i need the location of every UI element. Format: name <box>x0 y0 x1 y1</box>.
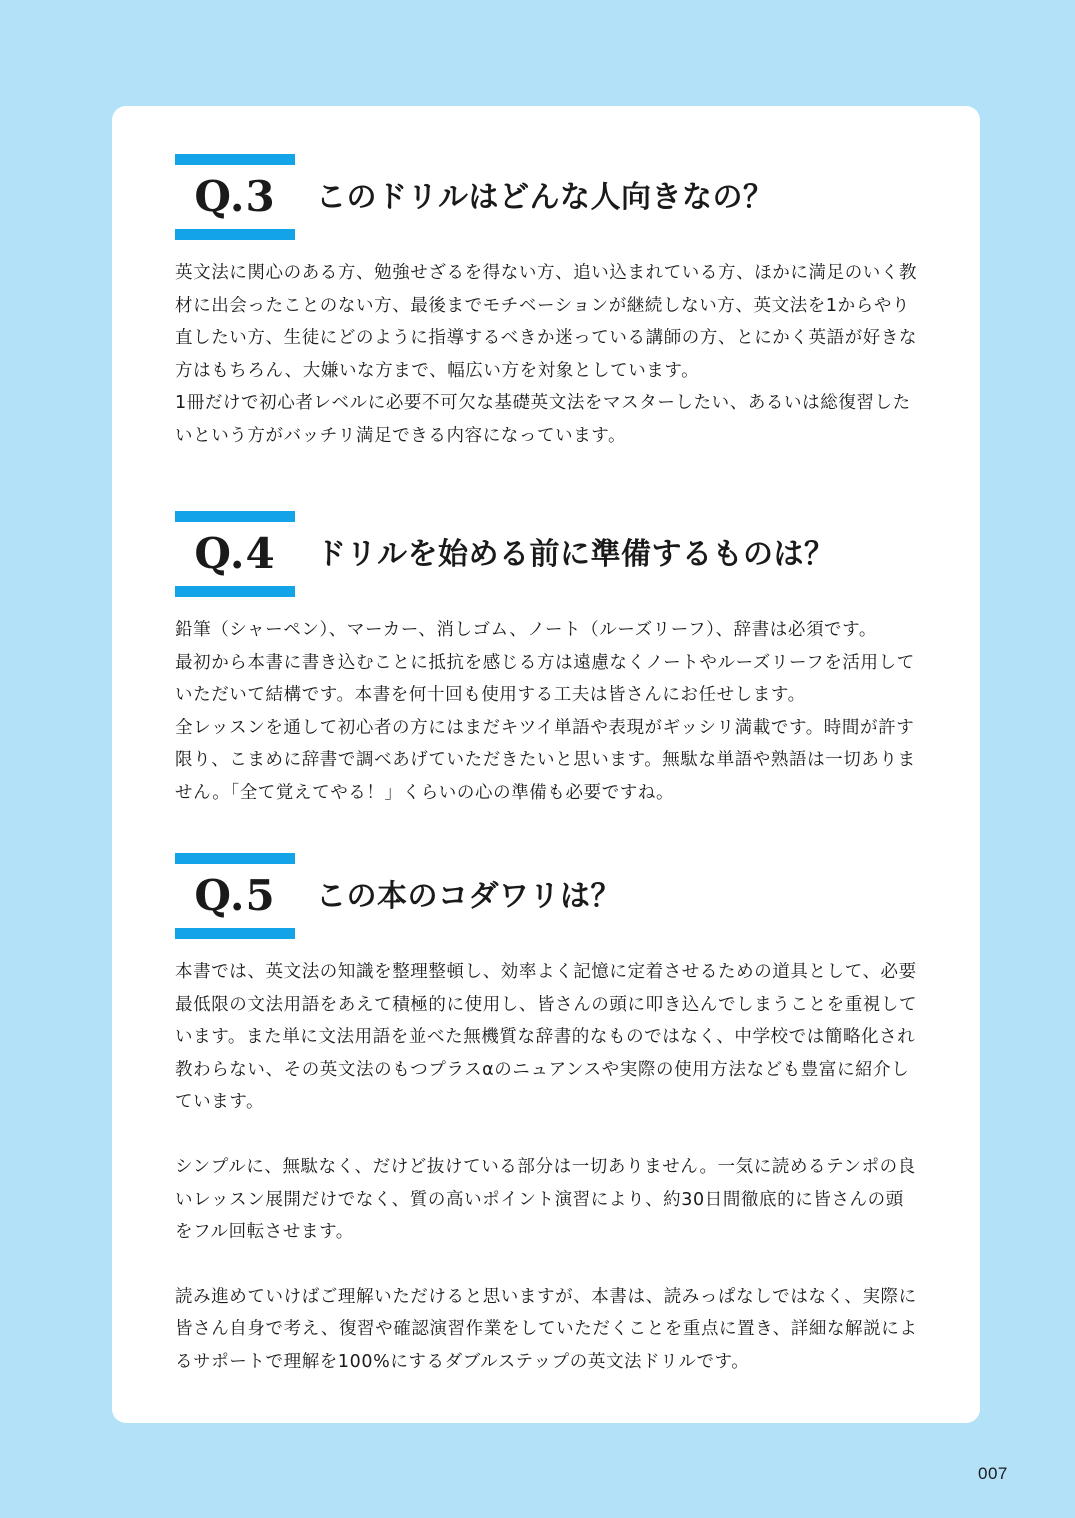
badge-bottom-bar <box>175 928 295 939</box>
answer-paragraph: 鉛筆（シャーペン）、マーカー、消しゴム、ノート（ルーズリーフ）、辞書は必須です。 <box>175 620 877 640</box>
answer-body <box>175 614 920 810</box>
answer-body <box>175 257 920 453</box>
answer-paragraph: 本書では、英文法の知識を整理整頓し、効率よく記憶に定着させるための道具として、必要最低限の文法用語をあえて積極的に使用し、皆さんの頭に叩き込んでしまうことを重視しています。また単に文法用語を並べた無機質な辞書的なものではなく、中学校では簡略化され教わらない、その英文法のもつプラスαのニュアンスや実際の使用方法なども豊富に紹介しています。 <box>175 962 918 1113</box>
question-badge <box>175 853 295 939</box>
question-header <box>175 511 935 597</box>
badge-bottom-bar <box>175 586 295 597</box>
answer-paragraph: 英文法に関心のある方、勉強せざるを得ない方、追い込まれている方、ほかに満足のいく教材に出会ったことのない方、最後までモチベーションが継続しない方、英文法を1からやり直したい方、生徒にどのように指導するべきか迷っている講師の方、とにかく英語が好きな方はもちろん、大嫌いな方まで、幅広い方を対象としています。 <box>175 263 918 381</box>
question-number: Q.3 <box>194 172 276 221</box>
answer-paragraph: シンプルに、無駄なく、だけど抜けている部分は一切ありません。一気に読めるテンポの良いレッスン展開だけでなく、質の高いポイント演習により、約30日間徹底的に皆さんの頭をフル回転させます。 <box>175 1156 916 1243</box>
question-number: Q.5 <box>194 871 276 920</box>
question-badge <box>175 511 295 597</box>
answer-paragraph: 1冊だけで初心者レベルに必要不可欠な基礎英文法をマスターしたい、あるいは総復習したいという方がバッチリ満足できる内容になっています。 <box>175 393 911 446</box>
qa-section-q4 <box>175 511 935 810</box>
badge-top-bar <box>175 154 295 165</box>
question-header <box>175 853 935 939</box>
question-title: ドリルを始める前に準備するものは？ <box>316 537 835 572</box>
badge-top-bar <box>175 853 295 864</box>
qa-section-q5 <box>175 853 935 1379</box>
question-number: Q.4 <box>194 529 276 578</box>
question-title: このドリルはどんな人向きなの？ <box>316 180 774 215</box>
question-header <box>175 154 935 240</box>
question-badge <box>175 154 295 240</box>
qa-section-q3 <box>175 154 935 453</box>
answer-paragraph: 最初から本書に書き込むことに抵抗を感じる方は遠慮なくノートやルーズリーフを活用していただいて結構です。本書を何十回も使用する工夫は皆さんにお任せします。 <box>175 652 915 706</box>
badge-top-bar <box>175 511 295 522</box>
page-number: 007 <box>978 1464 1008 1483</box>
answer-paragraph: 全レッスンを通して初心者の方にはまだキツイ単語や表現がギッシリ満載です。時間が許す限り、こまめに辞書で調べあげていただきたいと思います。無駄な単語や熟語は一切ありません。「全て覚えてやる！」くらいの心の準備も必要ですね。 <box>175 717 916 803</box>
answer-paragraph: 読み進めていけばご理解いただけると思いますが、本書は、読みっぱなしではなく、実際に皆さん自身で考え、復習や確認演習作業をしていただくことを重点に置き、詳細な解説によるサポートで理解を100%にするダブルステップの英文法ドリルです。 <box>175 1286 918 1372</box>
badge-bottom-bar <box>175 229 295 240</box>
question-title: この本のコダワリは？ <box>316 879 621 914</box>
answer-body <box>175 956 920 1379</box>
